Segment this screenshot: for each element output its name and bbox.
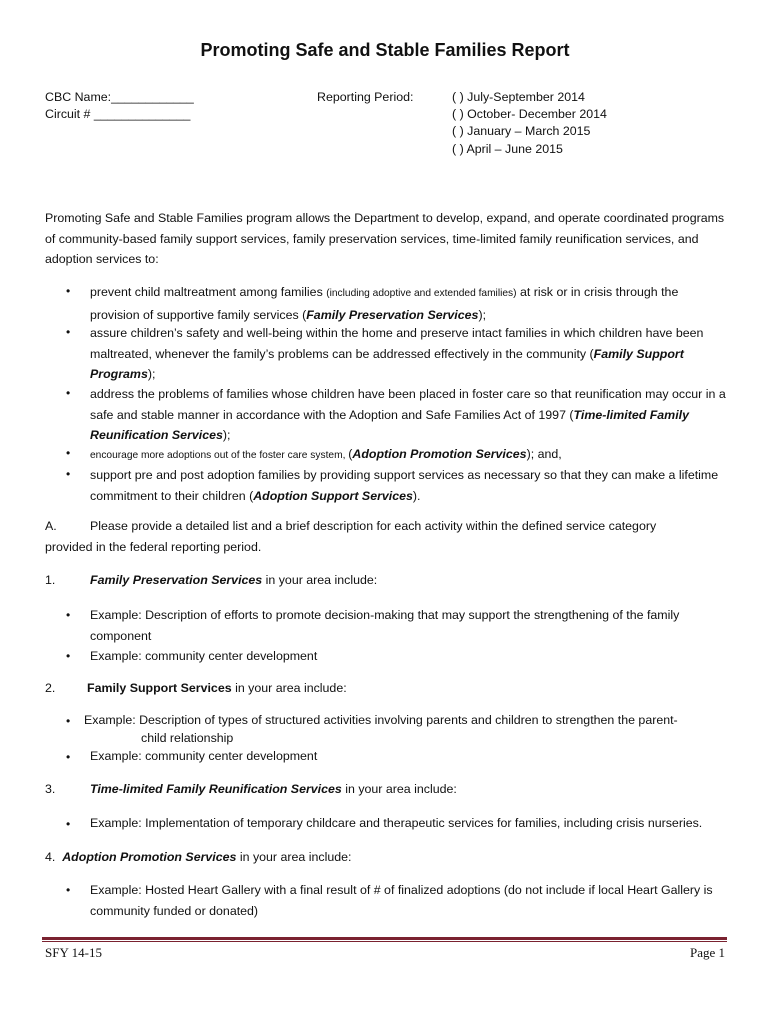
bullet-icon: • (66, 608, 71, 622)
footer-page-number: Page 1 (689, 945, 725, 960)
goal-text: ( (348, 447, 353, 461)
goal-note: (including adoptive and extended families) (326, 288, 517, 299)
bullet-icon: • (66, 325, 71, 339)
page-title: Promoting Safe and Stable Families Report (200, 40, 570, 60)
cbc-name-field: CBC Name:____________ (45, 90, 194, 104)
goal-item (90, 282, 730, 325)
goal-item (90, 384, 730, 446)
reporting-period-label: Reporting Period: (317, 90, 414, 104)
footer-rule-thin (42, 941, 727, 942)
instruction-text-cont: provided in the federal reporting period. (45, 540, 262, 554)
footer-rule (42, 937, 727, 940)
bullet-icon: • (66, 386, 71, 400)
section-name: Time-limited Family Reunification Services (90, 782, 342, 796)
service-name: Adoption Support Services (253, 488, 413, 503)
period-option: ( ) October- December 2014 (452, 107, 607, 121)
bullet-icon: • (66, 284, 71, 298)
bullet-icon: • (66, 750, 71, 764)
example-item: Example: Implementation of temporary childcare and therapeutic services for families, including crisis nurseries. (90, 816, 703, 830)
section-suffix: in your area include: (262, 573, 378, 587)
intro-paragraph: Promoting Safe and Stable Families program allows the Department to develop, expand, and operate coordinated programs of community-based family support services, family preservation services, time-limited family reunification services, and adoption services to: (45, 211, 725, 266)
example-item: Example: community center development (90, 749, 318, 763)
section-heading (90, 782, 457, 796)
section-suffix: in your area include: (231, 681, 347, 695)
bullet-icon: • (66, 883, 71, 897)
goal-item (90, 323, 730, 385)
goal-text: ); (478, 307, 487, 322)
section-heading (45, 850, 351, 864)
goal-item (90, 444, 730, 467)
section-number: 3. (45, 782, 56, 796)
example-item: Example: community center development (90, 649, 318, 663)
bullet-icon: • (66, 467, 71, 481)
instruction-text: Please provide a detailed list and a brief description for each activity within the defined service category (90, 519, 657, 533)
section-name: Family Support Services (87, 681, 232, 695)
goal-text: at risk or in crisis through the provision of supportive family services ( (90, 285, 679, 322)
instruction-label: A. (45, 519, 57, 533)
service-name: Family Preservation Services (306, 307, 479, 322)
period-option: ( ) April – June 2015 (452, 142, 563, 156)
section-suffix: in your area include: (341, 782, 457, 796)
period-option: ( ) January – March 2015 (452, 124, 591, 138)
goal-text: ). (412, 488, 421, 503)
section-number: 4. (45, 850, 56, 864)
goal-note: encourage more adoptions out of the foster care system, (90, 450, 349, 461)
example-item: Example: Description of types of structured activities involving parents and children to strengthen the parent- (84, 713, 678, 727)
bullet-icon: • (66, 817, 71, 831)
period-option: ( ) July-September 2014 (452, 90, 585, 104)
goal-text: support pre and post adoption families by providing support services as necessary so that they can make a lifetime commitment to their children ( (90, 468, 719, 503)
bullet-icon: • (66, 446, 71, 460)
section-name: Adoption Promotion Services (62, 850, 237, 864)
circuit-field: Circuit # ______________ (45, 107, 191, 121)
goal-text: assure children’s safety and well-being within the home and preserve intact families in which children have been maltreated, whenever the family’s problems can be addressed effectively in the community ( (90, 326, 704, 361)
service-name: Time-limited Family Reunification Services (90, 407, 689, 442)
service-name: Adoption Promotion Services (352, 447, 527, 461)
section-number: 1. (45, 573, 56, 587)
section-suffix: in your area include: (236, 850, 352, 864)
section-name: Family Preservation Services (90, 573, 263, 587)
example-item: Example: Hosted Heart Gallery with a final result of # of finalized adoptions (do not include if local Heart Gallery is community funded or donated) (90, 883, 713, 918)
goal-text: address the problems of families whose children have been placed in foster care so that reunification may occur in a safe and stable manner in accordance with the Adoption and Safe Families Act of 1997 ( (90, 387, 726, 422)
footer-fiscal-year: SFY 14-15 (45, 945, 102, 960)
bullet-icon: • (66, 649, 71, 663)
section-heading (87, 681, 347, 695)
goal-item (90, 465, 730, 506)
example-item: Example: Description of efforts to promote decision-making that may support the strengthening of the family component (90, 608, 680, 643)
goal-text: ); and, (526, 447, 562, 461)
service-name: Family Support Programs (90, 346, 684, 381)
goal-text: ); (147, 367, 156, 381)
goal-text: prevent child maltreatment among families (90, 285, 327, 299)
section-heading (90, 573, 377, 587)
example-item-cont: child relationship (141, 731, 234, 745)
goal-text: ); (222, 428, 231, 442)
section-number: 2. (45, 681, 56, 695)
bullet-icon: • (66, 714, 71, 728)
